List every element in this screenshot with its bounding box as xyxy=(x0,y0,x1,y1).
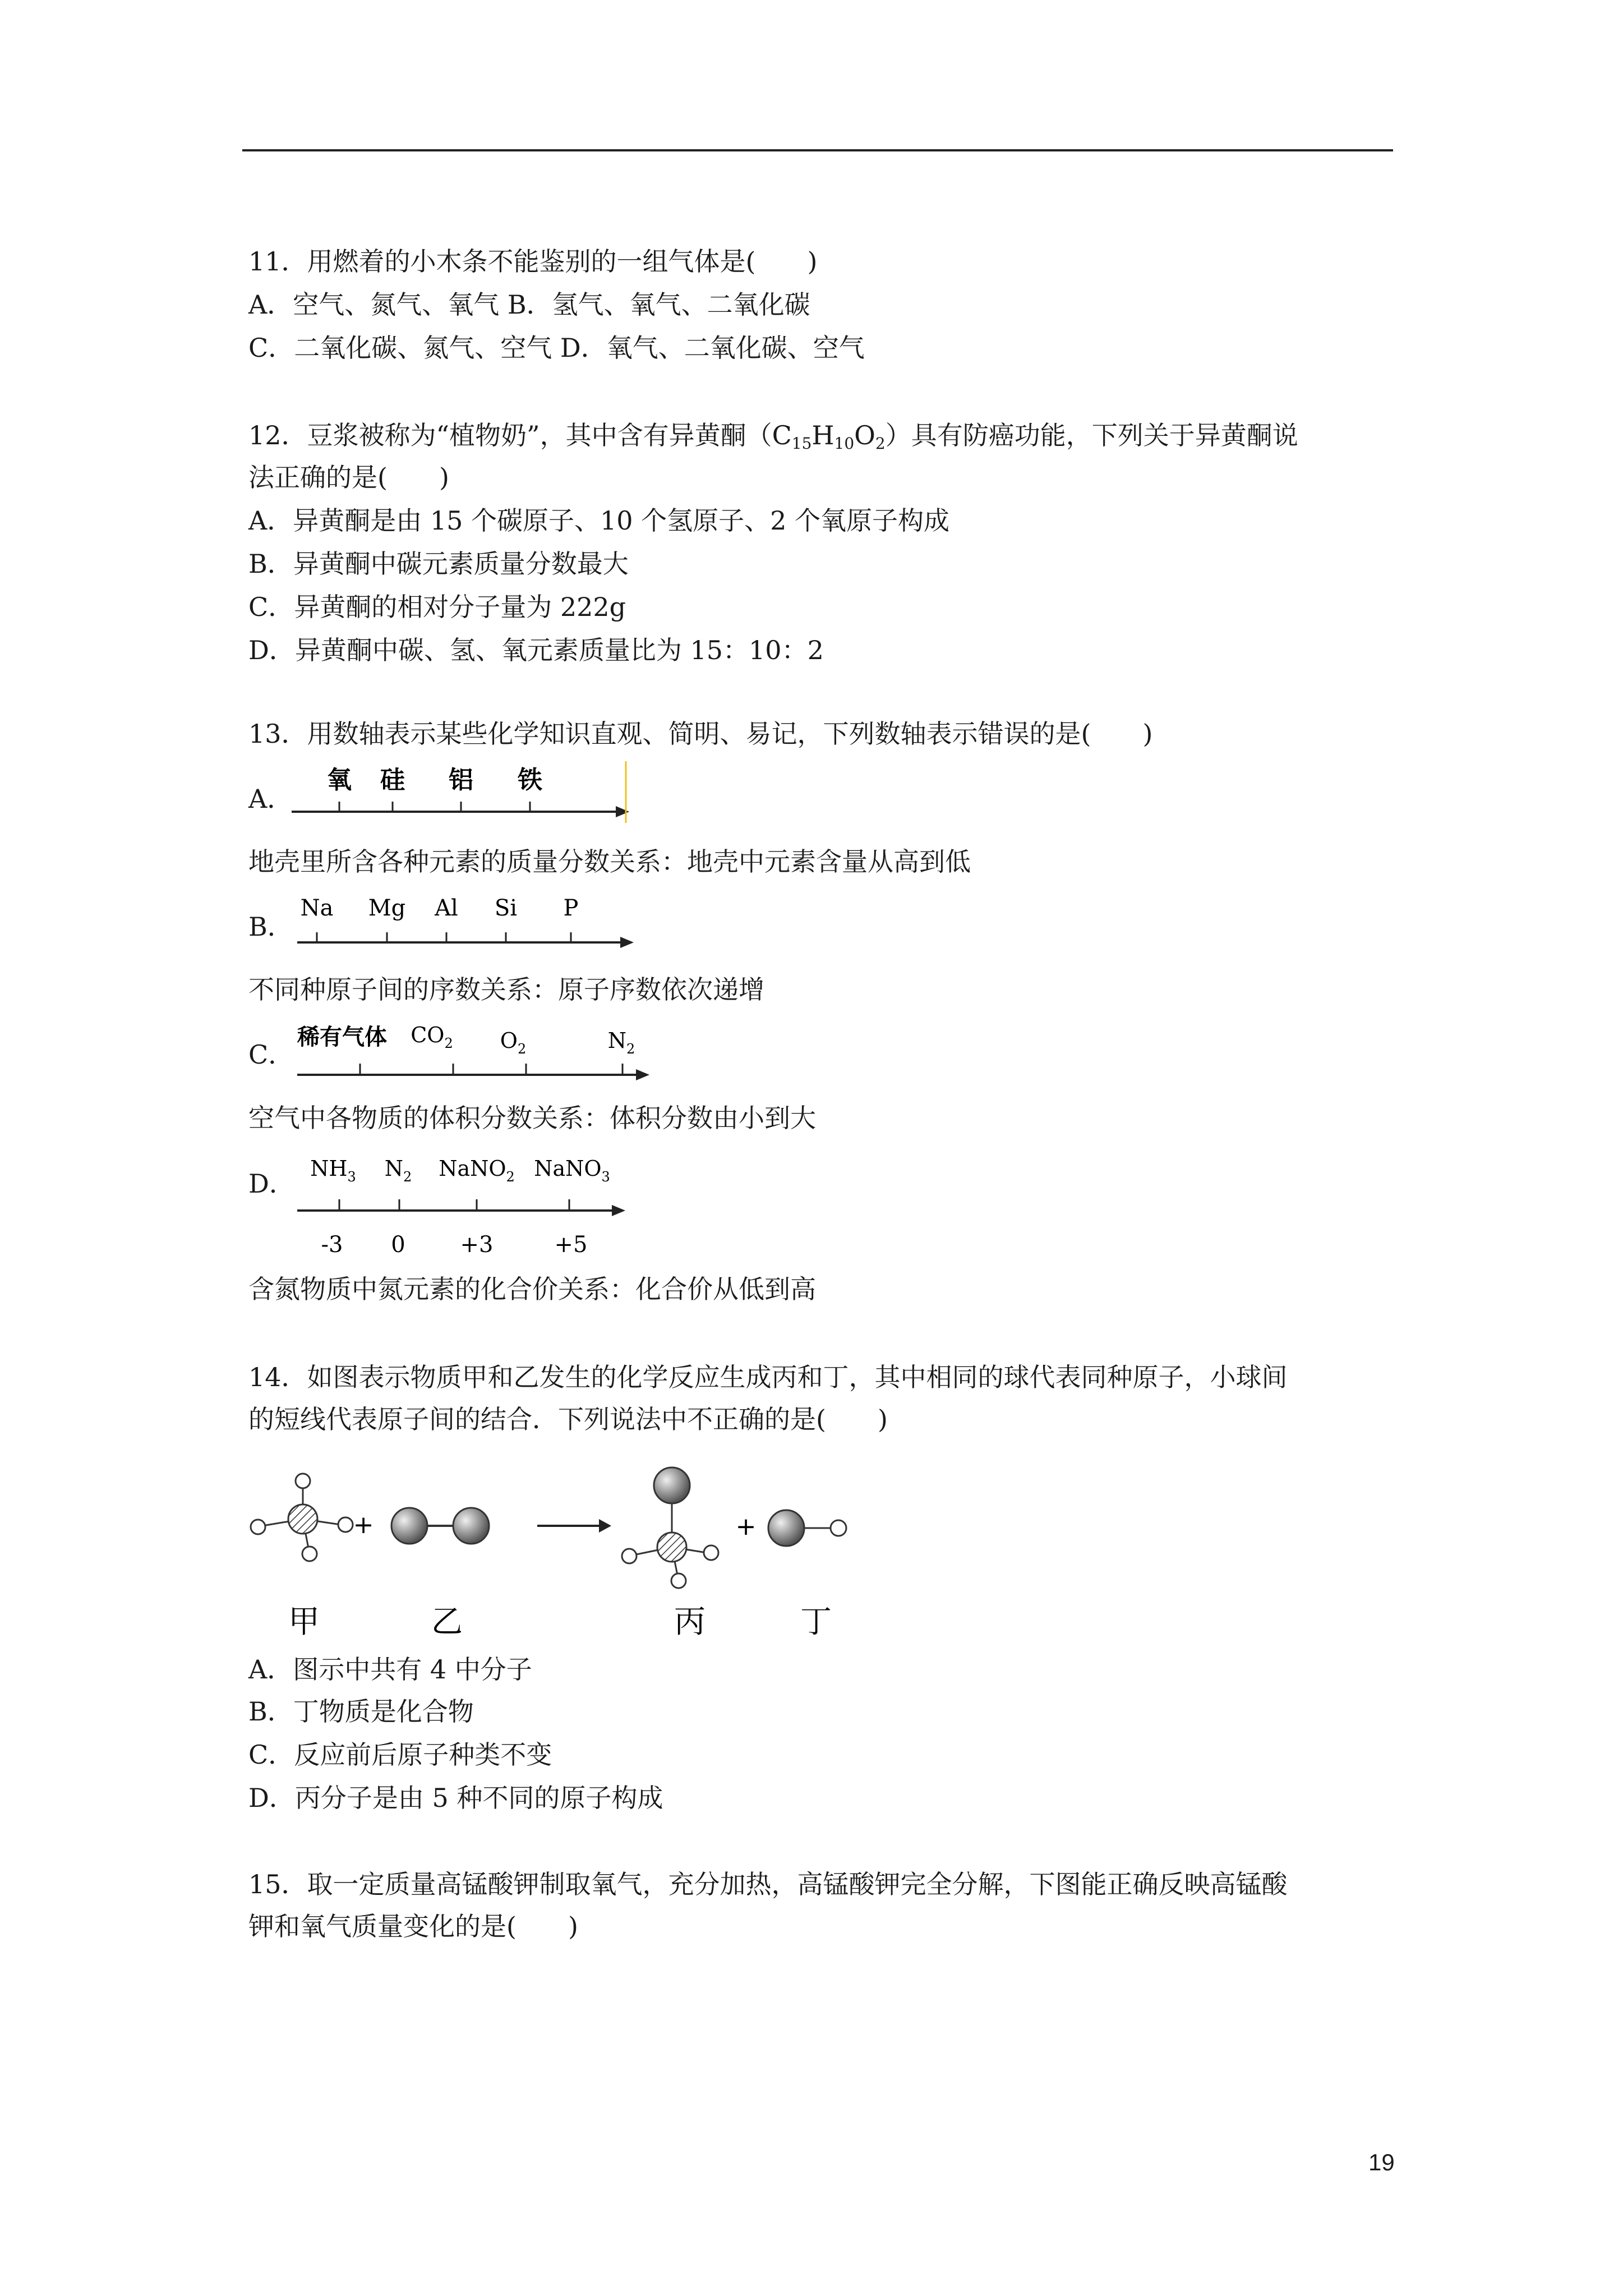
q11-stem: 11．用燃着的小木条不能鉴别的一组气体是( ) xyxy=(248,246,818,277)
q12-stem-line1: 12．豆浆被称为“植物奶”，其中含有异黄酮$(C_{15}H_{10}O_2)$具有防癌功能，下列关于异黄酮说 xyxy=(248,420,1298,453)
label-yi: 乙 xyxy=(431,1604,463,1640)
plus-sign-1: + xyxy=(353,1511,374,1539)
molecule-jia xyxy=(251,1474,353,1561)
q13-b-label-p: P xyxy=(563,895,579,921)
plus-sign-2: + xyxy=(735,1512,757,1541)
q14-stem-line2: 的短线代表原子间的结合．下列说法中不正确的是( ) xyxy=(248,1404,888,1434)
q13-stem: 13．用数轴表示某些化学知识直观、简明、易记，下列数轴表示错误的是( ) xyxy=(248,719,1153,749)
q13-b-label-mg: Mg xyxy=(368,895,406,921)
q13-a-label-oxygen: 氧 xyxy=(327,766,352,794)
q13-c-label-o2: $O_2$ xyxy=(500,1028,527,1057)
q14-option-c: C．反应前后原子种类不变 xyxy=(248,1740,552,1770)
header-rule xyxy=(242,149,1393,151)
q14-stem-line1: 14．如图表示物质甲和乙发生的化学反应生成丙和丁，其中相同的球代表同种原子，小球间 xyxy=(248,1362,1288,1392)
q13-b-caption: 不同种原子间的序数关系：原子序数依次递增 xyxy=(248,974,764,1005)
q13-a-label-silicon: 硅 xyxy=(380,766,405,794)
q13-a-label-aluminum: 铝 xyxy=(449,766,473,794)
q13-d-label-nano2: NaNO$_2$ xyxy=(439,1156,515,1185)
q13-c-label-noble-gas: 稀有气体 xyxy=(297,1024,387,1050)
q14-option-d: D．丙分子是由 5 种不同的原子构成 xyxy=(248,1783,663,1813)
q13-b-label-al: Al xyxy=(435,895,458,921)
q11-options-ab: A．空气、氮气、氧气 B．氢气、氧气、二氧化碳 xyxy=(248,289,810,320)
q12-option-b: B．异黄酮中碳元素质量分数最大 xyxy=(248,549,629,579)
q13-c-number-line xyxy=(286,1012,656,1091)
page-number: 19 xyxy=(1368,2149,1395,2175)
q12-stem-line2: 法正确的是( ) xyxy=(248,462,449,493)
q13-a-letter: A． xyxy=(248,784,293,814)
molecule-yi xyxy=(391,1508,489,1544)
q13-d-label-nano3: NaNO$_3$ xyxy=(534,1156,610,1185)
q13-d-label-n2: $N_2$ xyxy=(384,1156,412,1185)
q13-c-letter: C． xyxy=(248,1039,294,1070)
q14-reaction-diagram xyxy=(241,1452,858,1642)
q15-stem-line1: 15．取一定质量高锰酸钾制取氧气，充分加热，高锰酸钾完全分解，下图能正确反映高锰酸 xyxy=(248,1869,1288,1899)
label-ding: 丁 xyxy=(800,1604,832,1640)
q13-a-caption: 地壳里所含各种元素的质量分数关系：地壳中元素含量从高到低 xyxy=(248,846,971,877)
q13-d-value-1: -3 xyxy=(321,1232,343,1258)
q13-d-number-line xyxy=(292,1144,639,1265)
molecule-bing xyxy=(622,1467,718,1588)
q13-d-value-4: +5 xyxy=(554,1232,588,1258)
q15-stem-line2: 钾和氧气质量变化的是( ) xyxy=(248,1911,578,1941)
label-jia: 甲 xyxy=(288,1604,320,1640)
q13-a-label-iron: 铁 xyxy=(518,766,542,794)
reaction-arrow xyxy=(537,1519,611,1533)
q13-a-number-line xyxy=(280,754,639,833)
q11-options-cd: C．二氧化碳、氮气、空气 D．氧气、二氧化碳、空气 xyxy=(248,333,865,363)
q13-c-label-n2: $N_2$ xyxy=(607,1028,635,1057)
q13-d-letter: D． xyxy=(248,1168,295,1199)
q14-option-b: B．丁物质是化合物 xyxy=(248,1696,474,1727)
q13-b-label-na: Na xyxy=(300,895,334,921)
q14-option-a: A．图示中共有 4 中分子 xyxy=(248,1654,532,1685)
q13-c-label-co2: $CO_2$ xyxy=(411,1023,453,1051)
q13-b-number-line xyxy=(286,885,645,958)
q12-option-a: A．异黄酮是由 15 个碳原子、10 个氢原子、2 个氧原子构成 xyxy=(248,505,950,536)
q12-option-c: C．异黄酮的相对分子量为 222g xyxy=(248,592,626,622)
label-bing: 丙 xyxy=(674,1604,706,1640)
q13-d-caption: 含氮物质中氮元素的化合价关系：化合价从低到高 xyxy=(248,1274,816,1304)
q13-d-value-3: +3 xyxy=(460,1232,494,1258)
q13-c-caption: 空气中各物质的体积分数关系：体积分数由小到大 xyxy=(248,1103,816,1133)
molecule-ding xyxy=(768,1510,846,1546)
q13-b-label-si: Si xyxy=(494,895,518,921)
q13-b-letter: B． xyxy=(248,912,293,942)
q13-d-label-nh3: $NH_3$ xyxy=(310,1156,356,1185)
q13-d-value-2: 0 xyxy=(391,1232,405,1258)
q12-option-d: D．异黄酮中碳、氢、氧元素质量比为 15：10：2 xyxy=(248,635,824,665)
